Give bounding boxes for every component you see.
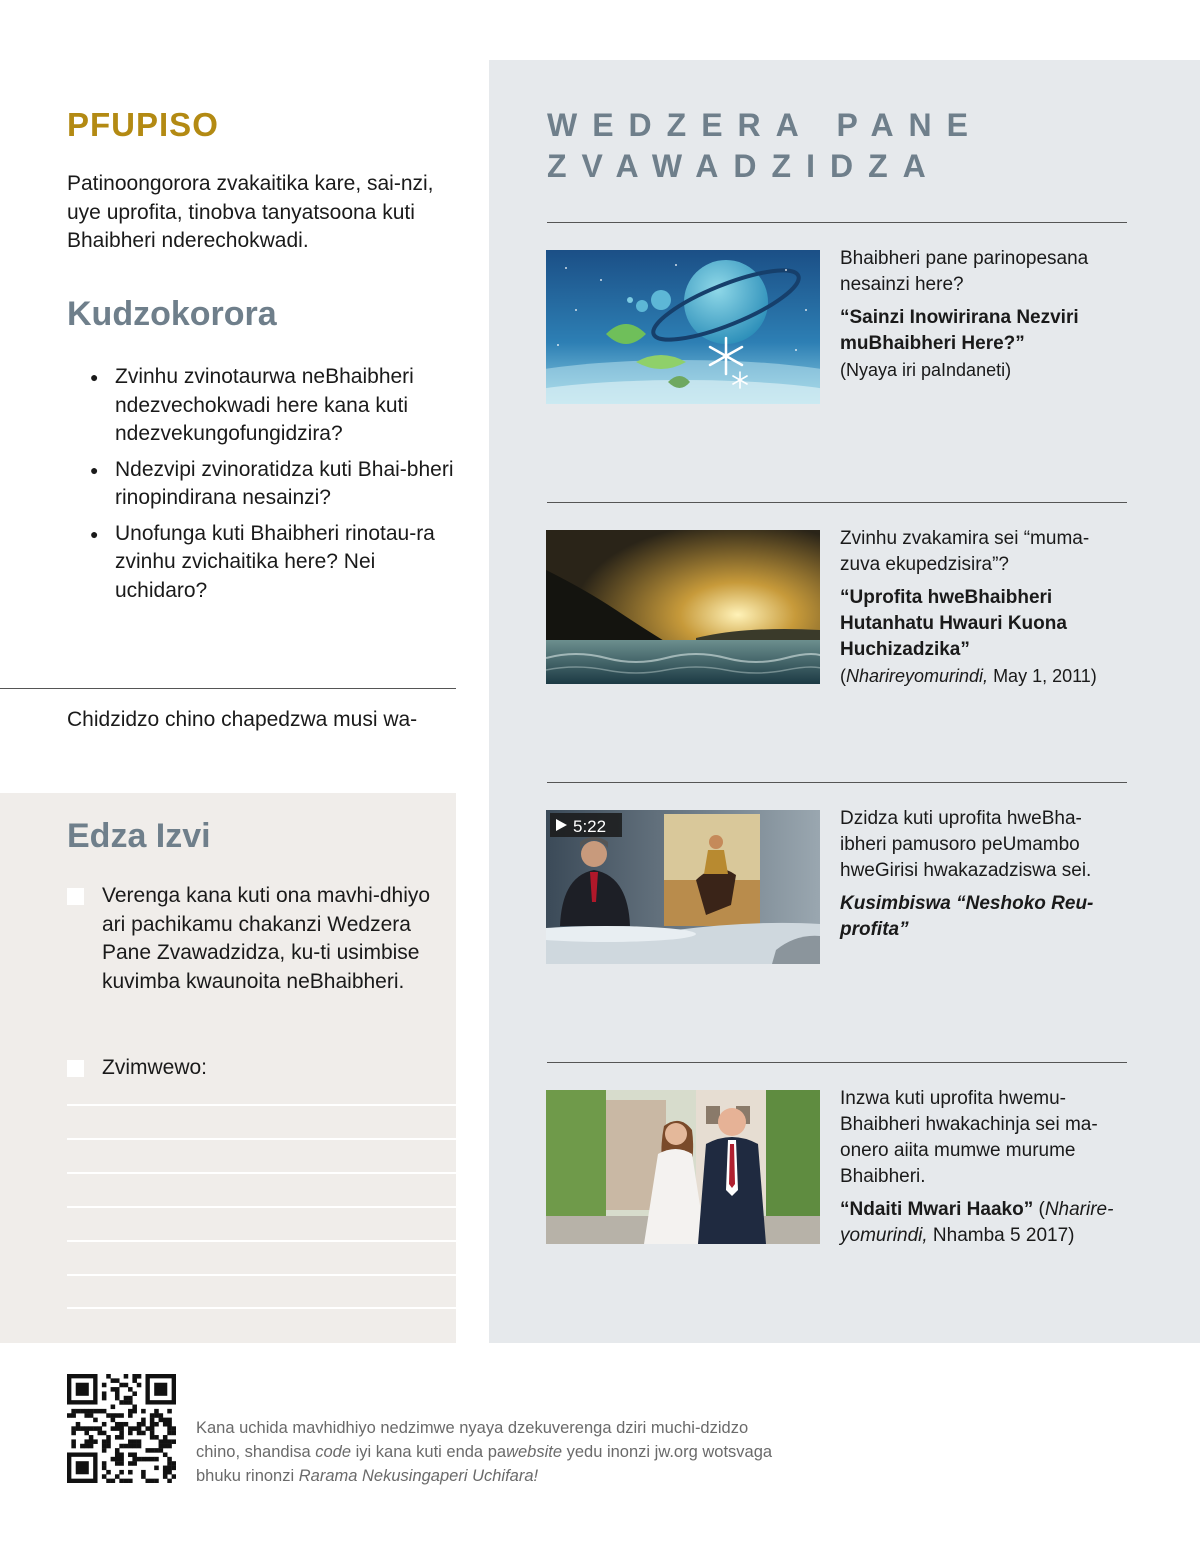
article-entry — [840, 1086, 1125, 1249]
entry-title-link[interactable]: “Uprofita hweBhaibheri Hutanhatu Hwauri Kuona Huchizadzika” — [840, 587, 1067, 660]
completion-date-line: Chidzidzo chino chapedzwa musi wa- — [67, 708, 418, 731]
checkbox[interactable] — [67, 1060, 84, 1077]
divider — [547, 502, 1127, 503]
video-duration: 5:22 — [573, 817, 607, 836]
review-question: ● Zvinhu zvinotaurwa neBhaibheri ndezvechokwadi here kana kuti ndezvekungofungidzira? — [90, 363, 460, 449]
review-question: ● Unofunga kuti Bhaibheri rinotau-ra zvinhu zvichaitika here? Nei uchidaro? — [90, 520, 460, 606]
review-question: ● Ndezvipi zvinoratidza kuti Bhai-bheri rinopindirana nesainzi? — [90, 456, 460, 513]
writing-line[interactable] — [67, 1104, 456, 1106]
entry-title-link[interactable]: Kusimbiswa “Neshoko Reu-profita” — [840, 893, 1094, 940]
entry-question: Zvinhu zvakamira sei “muma-zuva ekupedzisira”? — [840, 528, 1090, 575]
footer-note: Kana uchida mavhidhiyo nedzimwe nyaya dzekuverenga dziri muchi-dzidzo chino, shandisa code iyi kana kuti enda pawebsite yedu inonzi jw.org wotsvaga bhuku rinonzi Rarama Nekusingaperi Uchifara! — [196, 1419, 773, 1485]
checkbox[interactable] — [67, 888, 84, 905]
video-thumbnail[interactable] — [546, 810, 820, 964]
entry-question: Bhaibheri pane parinopesana nesainzi here? — [840, 248, 1089, 295]
writing-line[interactable] — [67, 1172, 456, 1174]
divider — [547, 222, 1127, 223]
couple-photo-thumbnail[interactable] — [546, 1090, 820, 1244]
entry-title-source: “Ndaiti Mwari Haako” (Nharire-yomurindi, Nhamba 5 2017) — [840, 1199, 1114, 1246]
summary-heading: PFUPISO — [67, 106, 219, 143]
article-entry — [840, 806, 1125, 943]
entry-title-link[interactable]: “Sainzi Inowirirana Nezviri muBhaibheri Here?” — [840, 307, 1079, 354]
qr-code-icon[interactable] — [67, 1374, 176, 1483]
writing-line[interactable] — [67, 1240, 456, 1242]
entry-question: Inzwa kuti uprofita hwemu-Bhaibheri hwakachinja sei ma-onero aiita mumwe murume Bhaibheri. — [840, 1088, 1098, 1187]
learn-more-heading: WEDZERA PANE ZVAWADZIDZA — [547, 107, 983, 184]
divider — [547, 1062, 1127, 1063]
entry-title-link[interactable]: “Ndaiti Mwari Haako” — [840, 1199, 1034, 1220]
entry-question: Dzidza kuti uprofita hweBha-ibheri pamusoro peUmambo hweGirisi hwakazadziswa sei. — [840, 808, 1092, 881]
review-list — [90, 363, 460, 612]
try-this-heading: Edza Izvi — [67, 817, 211, 855]
divider — [547, 782, 1127, 783]
task-checkbox-item[interactable] — [67, 1054, 437, 1083]
planet-illustration-thumbnail[interactable] — [546, 250, 820, 404]
writing-line[interactable] — [67, 1206, 456, 1208]
summary-text: Patinoongorora zvakaitika kare, sai-nzi, uye uprofita, tinobva tanyatsoona kuti Bhaibheri nderechokwadi. — [67, 172, 434, 252]
article-entry — [840, 246, 1125, 383]
writing-line[interactable] — [67, 1138, 456, 1140]
divider — [0, 688, 456, 689]
entry-source: (Nyaya iri paIndaneti) — [840, 360, 1012, 380]
task-checkbox-item[interactable] — [67, 882, 437, 996]
entry-source: (Nharireyomurindi, May 1, 2011) — [840, 666, 1097, 686]
writing-line[interactable] — [67, 1274, 456, 1276]
stormy-sea-thumbnail[interactable] — [546, 530, 820, 684]
task-text: Zvimwewo: — [102, 1056, 208, 1079]
review-heading: Kudzokorora — [67, 295, 277, 333]
task-text: Verenga kana kuti ona mavhi-dhiyo ari pachikamu chakanzi Wedzera Pane Zvawadzidza, ku-ti usimbise kuvimba kwaunoita neBhaibheri. — [102, 884, 431, 993]
article-entry — [840, 526, 1125, 689]
writing-line[interactable] — [67, 1307, 456, 1309]
